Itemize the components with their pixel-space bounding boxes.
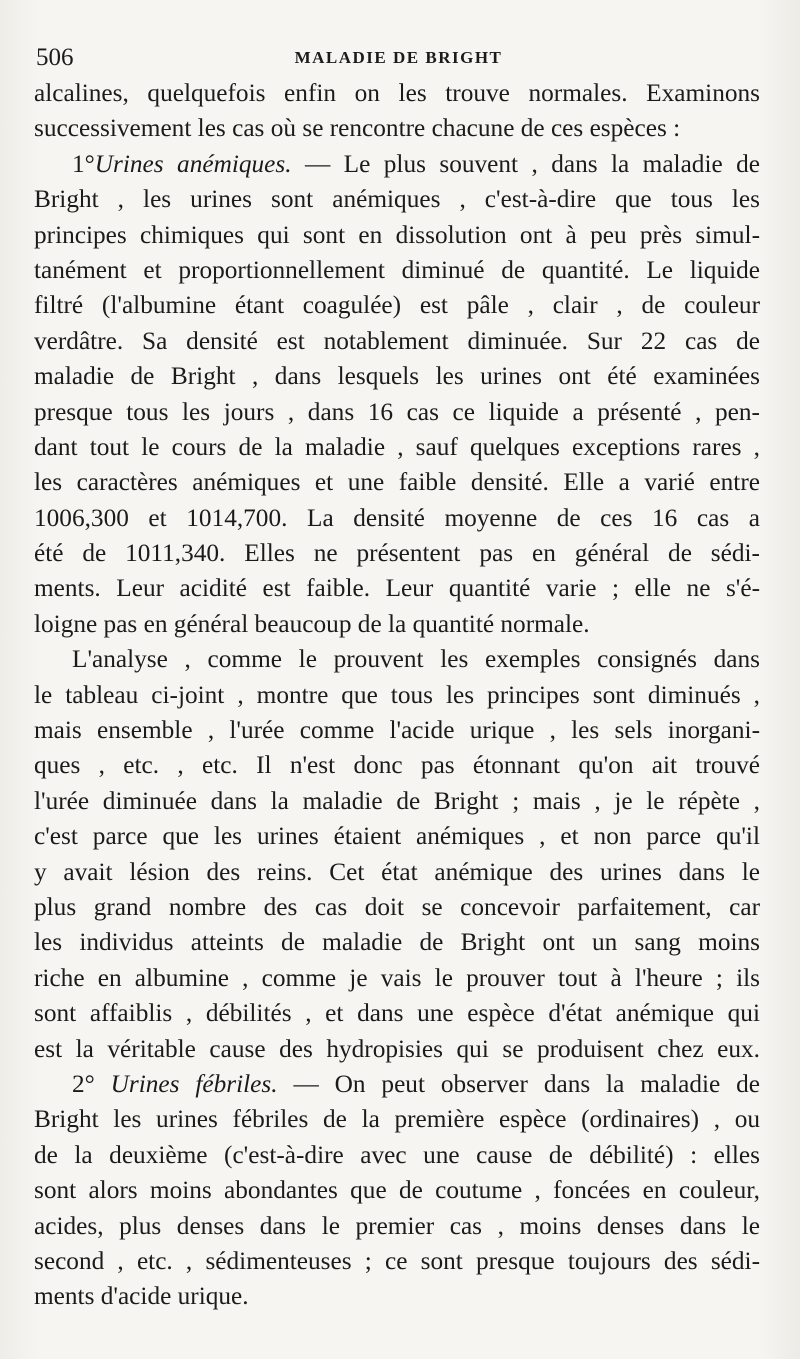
section-heading: Urines fébriles. bbox=[110, 1069, 278, 1098]
line-text: plus grand nombre des cas doit se concevoir parfaitement, car bbox=[34, 892, 760, 921]
text-line bbox=[34, 642, 760, 677]
section-number: 1° bbox=[72, 149, 95, 178]
page-number: 506 bbox=[36, 44, 74, 71]
line-text: sont alors moins abondantes que de coutume , foncées en couleur, bbox=[34, 1176, 760, 1205]
line-text: Bright , les urines sont anémiques , c'est-à-dire que tous les bbox=[34, 185, 760, 214]
text-line bbox=[34, 819, 760, 854]
text-line bbox=[34, 925, 760, 960]
line-text: de la deuxième (c'est-à-dire avec une cause de débilité) : elles bbox=[34, 1140, 760, 1169]
text-line bbox=[34, 1279, 760, 1314]
line-text: les individus atteints de maladie de Bright ont un sang moins bbox=[34, 928, 760, 957]
line-text: 1006,300 et 1014,700. La densité moyenne de ces 16 cas a bbox=[34, 503, 760, 532]
line-text: Bright les urines fébriles de la première espèce (ordinaires) , ou bbox=[34, 1105, 760, 1134]
text-line bbox=[34, 713, 760, 748]
line-text: alcalines, quelquefois enfin on les trouve normales. Examinons bbox=[34, 79, 760, 107]
line-text: L'analyse , comme le prouvent les exemples consignés dans bbox=[72, 645, 760, 674]
line-text: maladie de Bright , dans lesquels les urines ont été examinées bbox=[34, 362, 760, 391]
text-line bbox=[34, 465, 760, 500]
line-text: sont affaiblis , débilités , et dans une espèce d'état anémique qui bbox=[34, 999, 760, 1028]
text-line bbox=[34, 395, 760, 430]
line-text: ments d'acide urique. bbox=[34, 1282, 249, 1311]
line-text: c'est parce que les urines étaient anémiques , et non parce qu'il bbox=[34, 822, 760, 851]
text-line bbox=[34, 961, 760, 996]
line-text: second , etc. , sédimenteuses ; ce sont presque toujours des sédi- bbox=[34, 1246, 760, 1275]
text-line bbox=[34, 111, 760, 146]
text-line bbox=[34, 218, 760, 253]
line-text: les caractères anémiques et une faible densité. Elle a varié entre bbox=[34, 468, 760, 497]
text-line bbox=[34, 359, 760, 394]
text-line bbox=[34, 1209, 760, 1244]
text-line bbox=[34, 855, 760, 890]
line-text: successivement les cas où se rencontre chacune de ces espèces : bbox=[34, 114, 681, 143]
text-line bbox=[34, 536, 760, 571]
line-text: loigne pas en général beaucoup de la quantité normale. bbox=[34, 609, 590, 638]
text-line bbox=[34, 1173, 760, 1208]
line-text: l'urée diminuée dans la maladie de Bright ; mais , je le répète , bbox=[34, 786, 760, 815]
text-line bbox=[34, 501, 760, 536]
line-text: été de 1011,340. Elles ne présentent pas en général de sédi- bbox=[34, 539, 760, 568]
line-text: y avait lésion des reins. Cet état anémique des urines dans le bbox=[34, 857, 760, 886]
section-heading: Urines anémiques. bbox=[94, 149, 292, 178]
text-line bbox=[34, 1244, 760, 1279]
text-line bbox=[34, 748, 760, 783]
line-text: tanément et proportionnellement diminué de quantité. Le liquide bbox=[34, 255, 760, 284]
text-line bbox=[34, 430, 760, 465]
line-text: riche en albumine , comme je vais le prouver tout à l'heure ; ils bbox=[34, 963, 760, 992]
line-text: mais ensemble , l'urée comme l'acide urique , les sels inorgani- bbox=[34, 716, 760, 745]
section-number: 2° bbox=[72, 1069, 111, 1098]
running-title: MALADIE DE BRIGHT bbox=[294, 48, 503, 67]
text-line bbox=[34, 678, 760, 713]
text-line bbox=[34, 607, 760, 642]
line-text: ques , etc. , etc. Il n'est donc pas étonnant qu'on ait trouvé bbox=[34, 751, 760, 780]
text-line bbox=[34, 571, 760, 606]
body-text bbox=[34, 76, 760, 1315]
text-line bbox=[34, 182, 760, 217]
line-text: — Le plus souvent , dans la maladie de bbox=[291, 149, 761, 178]
text-line bbox=[34, 324, 760, 359]
line-text: verdâtre. Sa densité est notablement diminuée. Sur 22 cas de bbox=[34, 326, 760, 355]
line-text: est la véritable cause des hydropisies qui se produisent chez eux. bbox=[34, 1034, 760, 1063]
line-text: — On peut observer dans la maladie de bbox=[277, 1069, 761, 1098]
text-line bbox=[34, 1067, 760, 1102]
text-line bbox=[34, 1138, 760, 1173]
text-line bbox=[34, 147, 760, 182]
page-header bbox=[36, 40, 761, 76]
line-text: acides, plus denses dans le premier cas , moins denses dans le bbox=[34, 1211, 760, 1240]
line-text: presque tous les jours , dans 16 cas ce liquide a présenté , pen- bbox=[34, 397, 760, 426]
text-line bbox=[34, 1032, 760, 1067]
line-text: dant tout le cours de la maladie , sauf quelques exceptions rares , bbox=[34, 432, 760, 461]
text-line bbox=[34, 288, 760, 323]
line-text: le tableau ci-joint , montre que tous les principes sont diminués , bbox=[34, 680, 760, 709]
text-line bbox=[34, 76, 760, 111]
text-line bbox=[34, 253, 760, 288]
line-text: principes chimiques qui sont en dissolution ont à peu près simul- bbox=[34, 220, 760, 249]
line-text: ments. Leur acidité est faible. Leur quantité varie ; elle ne s'é- bbox=[34, 574, 760, 603]
text-line bbox=[34, 1102, 760, 1137]
text-line bbox=[34, 996, 760, 1031]
line-text: filtré (l'albumine étant coagulée) est pâle , clair , de couleur bbox=[34, 291, 760, 320]
text-line bbox=[34, 890, 760, 925]
text-line bbox=[34, 784, 760, 819]
